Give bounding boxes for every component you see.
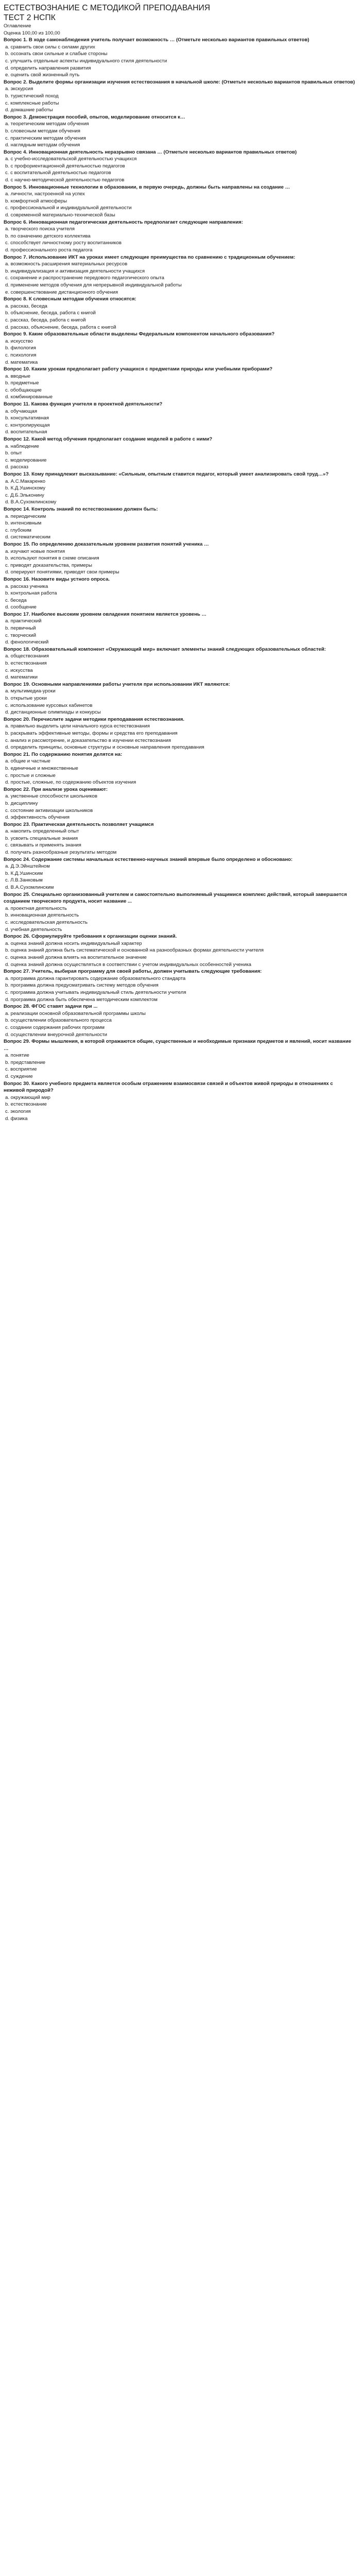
- answer-option: b. инновационная деятельность: [5, 912, 79, 919]
- question-block: [4, 576, 355, 611]
- question-number: Вопрос 22.: [4, 786, 30, 792]
- answer-option: e. совершенствование дистанционного обучения: [5, 289, 118, 295]
- answer-option: b. словесным методам обучения: [5, 128, 80, 134]
- question-wording: Использование ИКТ на уроках имеет следующие преимущества по сравнению с традиционным обучением:: [27, 254, 296, 260]
- question-text: [4, 331, 355, 338]
- answer-option: c. моделирование: [5, 457, 47, 463]
- answer-option: b. оценка знаний должна быть систематической и основанной на разнообразных формах деятельности учителя: [5, 947, 264, 954]
- answer-option: d. современной материально-технической базы: [5, 212, 115, 218]
- answer-option: d. учебная деятельность: [5, 926, 62, 933]
- question-text: [4, 856, 355, 863]
- question-number: Вопрос 12.: [4, 436, 30, 443]
- answer-option: b. единичные и множественные: [5, 765, 78, 771]
- question-number: Вопрос 6.: [4, 219, 28, 225]
- question-wording: Каким урокам предполагает работу учащихся с предметами природы или учебными приборами?: [30, 366, 273, 372]
- question-number: Вопрос 23.: [4, 821, 30, 827]
- question-wording: Содержание системы начальных естественно-научных знаний впервые было определено и обосновано:: [30, 856, 293, 862]
- question-number: Вопрос 19.: [4, 681, 30, 687]
- answer-option: d. наглядным методам обучения: [5, 142, 80, 148]
- question-wording: Какого учебного предмета является особым отражением взаимосвязи связей и объектов живой природы в отношениях с неживой природой?: [4, 1080, 333, 1094]
- answer-option: b. К.Д.Ушинским: [5, 870, 43, 876]
- answer-option: d. фенологический: [5, 639, 49, 646]
- answer-option: c. использование курсовых кабинетов: [5, 702, 93, 708]
- question-wording: Назовите виды устного опроса.: [30, 576, 110, 582]
- answer-option: d. оперируют понятиями, приводят свои примеры: [5, 569, 119, 575]
- question-text: [4, 254, 355, 261]
- answer-option: c. глубоким: [5, 527, 31, 533]
- answer-option: b. комфортной атмосферы: [5, 198, 67, 204]
- question-number: Вопрос 4.: [4, 149, 28, 155]
- question-block: [4, 149, 355, 184]
- answer-option: b. индивидуализация и активизация деятельности учащихся: [5, 268, 145, 274]
- question-block: [4, 471, 355, 506]
- answer-option: а. правильно выделить цели начального курса естествознания: [5, 723, 150, 730]
- answer-option: а. искусство: [5, 338, 33, 344]
- question-number: Вопрос 15.: [4, 541, 30, 547]
- answer-option: c. исследовательская деятельность: [5, 920, 88, 925]
- answer-option: c. восприятие: [5, 1066, 37, 1073]
- question-number: Вопрос 27.: [4, 969, 30, 975]
- question-block: [4, 681, 355, 716]
- question-wording: При анализе урока оценивают:: [30, 786, 108, 792]
- question-block: [4, 541, 355, 576]
- answer-option: b. К.Д.Ушинскому: [5, 485, 46, 492]
- answer-option: b. первичный: [5, 625, 36, 632]
- answer-option: d. комбинированные: [5, 394, 53, 400]
- answer-option: а. возможность расширения материальных ресурсов: [5, 261, 128, 267]
- question-number: Вопрос 21.: [4, 751, 30, 757]
- answer-option: а. А.С.Макаренко: [5, 478, 46, 484]
- answer-option: d. получать разнообразные результаты методом: [5, 850, 117, 856]
- answer-option: c. создании содержания рабочих программ: [5, 1024, 105, 1030]
- question-number: Вопрос 26.: [4, 934, 30, 940]
- answer-option: d. осуществлении внеурочной деятельности: [5, 1031, 108, 1038]
- question-wording: Практическая деятельность позволяет учащимся: [30, 821, 154, 827]
- answer-option: c. состояние активизации школьников: [5, 807, 93, 814]
- answer-option: b. естествознание: [5, 1101, 47, 1108]
- answer-option: b. открытые уроки: [5, 696, 47, 701]
- question-wording: ФГОС ставят задачи при ...: [30, 1004, 98, 1010]
- question-number: Вопрос 8.: [4, 296, 28, 302]
- answer-option: d. эффективность обучения: [5, 815, 70, 821]
- question-block: [4, 37, 355, 79]
- answer-option: а. программа должна гарантировать содержание образовательного стандарта: [5, 975, 186, 981]
- answer-option: d. рассказ, объяснение, беседа, работа с книгой: [5, 324, 116, 330]
- answer-option: d. математики: [5, 674, 38, 681]
- answer-option: c. экология: [5, 1109, 31, 1115]
- answer-option: d. рассказ: [5, 464, 28, 470]
- question-wording: Выделите формы организации изучения естествознания в начальной школе: (Отметьте несколько вариантов правильных ответов): [27, 79, 355, 85]
- answer-option: c. улучшить отдельные аспекты индивидуального стиля деятельности: [5, 58, 167, 64]
- question-block: [4, 184, 355, 219]
- answer-option: а. практический: [5, 618, 42, 624]
- question-block: [4, 506, 355, 541]
- question-number: Вопрос 9.: [4, 331, 28, 337]
- question-block: [4, 1003, 355, 1038]
- question-number: Вопрос 18.: [4, 646, 30, 652]
- answer-option: d. сообщение: [5, 604, 37, 611]
- title-line-2: ТЕСТ 2 НСПК: [4, 13, 56, 22]
- answer-option: d. домашние работы: [5, 107, 53, 113]
- question-text: [4, 436, 355, 443]
- question-text: [4, 296, 355, 303]
- answer-option: b. дисциплину: [5, 800, 38, 806]
- answer-option: b. осуществлении образовательного процесса: [5, 1018, 112, 1024]
- question-number: Вопрос 13.: [4, 471, 30, 477]
- question-text: [4, 1080, 355, 1094]
- answer-option: c. Л.В.Занковым: [5, 877, 43, 884]
- question-wording: Какова функция учителя в проектной деятельности?: [30, 401, 163, 408]
- answer-option: c. приводят доказательства, примеры: [5, 562, 92, 568]
- answer-option: а. теоретическим методам обучения: [5, 121, 89, 127]
- answer-option: а. мультимедиа-уроки: [5, 688, 56, 694]
- question-block: [4, 716, 355, 751]
- question-text: [4, 933, 355, 940]
- question-number: Вопрос 3.: [4, 114, 28, 120]
- answer-option: b. консультативная: [5, 415, 49, 421]
- question-wording: Демонстрация пособий, опытов, моделирование относится к…: [27, 114, 185, 120]
- answer-option: а. понятие: [5, 1053, 29, 1059]
- answer-option: а. с учебно-исследовательской деятельностью учащихся: [5, 156, 137, 162]
- document-title: [4, 3, 355, 23]
- question-text: [4, 891, 355, 905]
- question-wording: Какой метод обучения предполагает создание моделей в работе с ними?: [30, 436, 213, 443]
- answer-option: d. программа должна быть обеспечена методическим комплектом: [5, 996, 158, 1003]
- answer-option: а. вводные: [5, 373, 31, 379]
- question-block: [4, 786, 355, 821]
- answer-option: d. оценка знаний должна осуществляться в соответствии с учетом индивидуальных особенностей ученика: [5, 961, 251, 968]
- score-line: Оценка 100,00 из 100,00: [4, 30, 60, 36]
- question-text: [4, 506, 355, 513]
- answer-option: c. обобщающие: [5, 387, 42, 393]
- question-number: Вопрос 5.: [4, 184, 28, 190]
- answer-option: а. обществознания: [5, 653, 49, 659]
- answer-option: а. окружающий мир: [5, 1094, 50, 1100]
- question-block: [4, 646, 355, 681]
- answer-option: c. с воспитательной деятельностью педагогов: [5, 170, 111, 176]
- answer-option: c. комплексные работы: [5, 100, 59, 106]
- answer-option: d. профессионального роста педагога: [5, 247, 93, 253]
- question-wording: По определению доказательным уровнем развития понятий ученика …: [30, 541, 209, 547]
- question-number: Вопрос 29.: [4, 1039, 30, 1045]
- answer-option: d. В.А.Сухомлинским: [5, 885, 54, 891]
- question-block: [4, 296, 355, 331]
- answer-option: c. программа должна учитывать индивидуальный стиль деятельности учителя: [5, 989, 186, 995]
- answer-option: а. оценка знаний должна носить индивидуальный характер: [5, 940, 142, 946]
- question-text: [4, 821, 355, 828]
- answer-option: d. определить принципы, основные структуры и основные направления преподавания: [5, 744, 204, 751]
- question-text: [4, 79, 355, 86]
- question-text: [4, 37, 355, 44]
- question-text: [4, 149, 355, 156]
- question-block: [4, 611, 355, 646]
- question-text: [4, 114, 355, 121]
- question-number: Вопрос 30.: [4, 1080, 30, 1087]
- question-text: [4, 471, 355, 478]
- answer-option: d. физика: [5, 1115, 28, 1122]
- question-block: [4, 436, 355, 471]
- question-wording: Инновационная деятельность неразрывно связана … (Отметьте несколько вариантов правильных ответов): [27, 149, 297, 155]
- answer-option: а. реализации основной образовательной программы школы: [5, 1010, 146, 1016]
- answer-option: d. дистанционные олимпиады и конкурсы: [5, 709, 101, 716]
- answer-option: c. сохранение и распространение передового педагогического опыта: [5, 275, 164, 281]
- answer-option: b. используют понятия в схеме описания: [5, 555, 99, 562]
- question-text: [4, 786, 355, 793]
- question-block: [4, 1038, 355, 1080]
- title-line-1: ЕСТЕСТВОЗНАНИЕ С МЕТОДИКОЙ ПРЕПОДАВАНИЯ: [4, 4, 211, 12]
- question-number: Вопрос 25.: [4, 891, 30, 897]
- answer-option: b. с профориентационной деятельностью педагогов: [5, 163, 125, 169]
- toc-label: Оглавление: [4, 23, 31, 29]
- answer-option: а. накопить определенный опыт: [5, 828, 79, 835]
- answer-option: d. математика: [5, 359, 38, 365]
- answer-option: а. сравнить свои силы с силами других: [5, 44, 95, 50]
- answer-option: c. рассказ, беседа, работа с книгой: [5, 317, 86, 323]
- question-text: [4, 611, 355, 618]
- question-number: Вопрос 14.: [4, 506, 30, 512]
- answer-option: а. обучающая: [5, 408, 38, 414]
- question-block: [4, 219, 355, 254]
- answer-option: b. представление: [5, 1059, 46, 1065]
- question-block: [4, 401, 355, 436]
- answer-option: d. определить направления развития: [5, 65, 91, 71]
- question-block: [4, 856, 355, 891]
- answer-option: c. искусства: [5, 667, 33, 673]
- question-number: Вопрос 20.: [4, 716, 30, 722]
- question-block: [4, 79, 355, 114]
- answer-option: d. применение методов обучения для непрерывной индивидуальной работы: [5, 282, 182, 288]
- answer-option: c. анализ и рассмотрение, и доказательство в изучении естествознания: [5, 737, 171, 743]
- answer-option: d. систематическим: [5, 534, 50, 540]
- answer-option: b. контрольная работа: [5, 590, 57, 597]
- answer-option: а. периодическим: [5, 513, 46, 519]
- answer-option: а. Д.Э.Эйнштейном: [5, 863, 50, 870]
- answer-option: а. изучают новые понятия: [5, 548, 65, 554]
- question-text: [4, 184, 355, 191]
- question-text: [4, 219, 355, 226]
- question-text: [4, 1038, 355, 1052]
- answer-option: b. усвоить специальные знания: [5, 835, 78, 841]
- question-wording: Учитель, выбирая программу для своей работы, должен учитывать следующие требования:: [30, 969, 262, 975]
- question-wording: Образовательный компонент «Окружающий мир» включает элементы знаний следующих образовательных областей:: [30, 646, 326, 652]
- answer-option: b. филология: [5, 345, 36, 351]
- question-text: [4, 646, 355, 653]
- question-number: Вопрос 11.: [4, 401, 30, 408]
- question-wording: В ходе самонаблюдения учитель получает возможность … (Отметьте несколько вариантов правильных ответов): [27, 37, 310, 43]
- question-text: [4, 1003, 355, 1010]
- answer-option: c. психология: [5, 352, 37, 358]
- answer-option: c. контролирующая: [5, 422, 50, 428]
- question-text: [4, 401, 355, 408]
- question-number: Вопрос 7.: [4, 254, 28, 260]
- question-text: [4, 751, 355, 758]
- answer-option: c. простые и сложные: [5, 772, 56, 778]
- answer-option: d. суждение: [5, 1074, 33, 1080]
- question-wording: Инновационная педагогическая деятельность предполагает следующие направления:: [27, 219, 243, 225]
- question-text: [4, 716, 355, 723]
- question-wording: К словесным методам обучения относятся:: [27, 296, 136, 302]
- question-wording: Сформулируйте требования к организации оценки знаний.: [30, 934, 177, 940]
- answer-option: c. Д.Б.Эльконину: [5, 492, 44, 498]
- question-block: [4, 331, 355, 366]
- answer-option: а. умственные способности школьников: [5, 793, 97, 800]
- answer-option: c. творческий: [5, 632, 37, 638]
- question-wording: Кому принадлежит высказывание: «Сильным, опытным ставится педагог, который умеет анализировать свой труд…»?: [30, 471, 329, 477]
- answer-option: c. способствует личностному росту воспитанников: [5, 240, 122, 246]
- question-number: Вопрос 24.: [4, 856, 30, 862]
- answer-option: b. предметные: [5, 380, 39, 386]
- question-block: [4, 821, 355, 856]
- answer-option: b. туристический поход: [5, 93, 59, 99]
- question-number: Вопрос 17.: [4, 611, 30, 617]
- question-wording: Инновационные технологии в образовании, в первую очередь, должны быть направлены на создание …: [27, 184, 290, 190]
- answer-option: e. оценить свой жизненный путь: [5, 72, 80, 78]
- answer-option: c. практическим методам обучения: [5, 135, 86, 141]
- question-wording: Специально организованный учителем и самостоятельно выполняемый учащимися комплекс действий, который завершается созданием творческого продукта, носит название ...: [4, 891, 347, 905]
- question-text: [4, 541, 355, 548]
- answer-option: c. беседа: [5, 597, 27, 603]
- question-text: [4, 576, 355, 583]
- answer-option: c. связывать и применять знания: [5, 842, 81, 849]
- question-text: [4, 968, 355, 975]
- question-block: [4, 254, 355, 296]
- answer-option: d. простые, сложные, по содержанию объектов изучения: [5, 779, 136, 786]
- answer-option: b. естествознания: [5, 660, 47, 667]
- question-number: Вопрос 16.: [4, 576, 30, 582]
- question-wording: По содержанию понятия делятся на:: [30, 751, 123, 757]
- answer-option: а. рассказ, беседа: [5, 303, 47, 309]
- question-wording: Основными направлениями работы учителя при использовании ИКТ являются:: [30, 681, 230, 687]
- question-wording: Наиболее высоким уровнем овладения понятием является уровень …: [30, 611, 207, 617]
- question-wording: Формы мышления, в которой отражаются общие, существенные и необходимые признаки предметов и явлений, носит название …: [4, 1039, 351, 1052]
- answer-option: а. рассказ ученика: [5, 583, 48, 589]
- questions-list: [4, 37, 355, 1122]
- answer-option: b. объяснение, беседа, работа с книгой: [5, 310, 96, 316]
- question-block: [4, 751, 355, 786]
- answer-option: а. наблюдение: [5, 443, 39, 449]
- question-number: Вопрос 10.: [4, 366, 30, 372]
- answer-option: а. творческого поиска учителя: [5, 226, 75, 232]
- answer-option: b. по означению детского коллектива: [5, 233, 91, 239]
- question-wording: Какие образовательные области выделены Федеральным компонентом начального образования?: [27, 331, 275, 337]
- answer-option: b. осознать свои сильные и слабые стороны: [5, 51, 108, 57]
- question-text: [4, 366, 355, 373]
- question-block: [4, 933, 355, 968]
- answer-option: d. В.А.Сухомлинскому: [5, 499, 57, 505]
- answer-option: d. с научно-методической деятельностью педагогов: [5, 177, 125, 183]
- answer-option: b. программа должна предусматривать систему методов обучения: [5, 982, 159, 989]
- answer-option: b. опыт: [5, 450, 22, 456]
- question-wording: Перечислите задачи методики преподавания естествознания.: [30, 716, 184, 722]
- answer-option: а. экскурсия: [5, 86, 33, 92]
- question-block: [4, 366, 355, 401]
- question-wording: Контроль знаний по естествознанию должен быть:: [30, 506, 158, 512]
- question-number: Вопрос 1.: [4, 37, 28, 43]
- answer-option: а. общие и частные: [5, 758, 50, 765]
- question-block: [4, 114, 355, 149]
- question-number: Вопрос 2.: [4, 79, 28, 85]
- answer-option: c. оценка знаний должна влиять на воспитательное значение: [5, 954, 147, 960]
- question-number: Вопрос 28.: [4, 1004, 30, 1010]
- answer-option: d. воспитательная: [5, 429, 47, 435]
- answer-option: c. профессиональной и индивидуальной деятельности: [5, 205, 132, 211]
- question-text: [4, 681, 355, 688]
- answer-option: а. личности, настроенной на успех: [5, 191, 85, 197]
- question-block: [4, 891, 355, 934]
- question-block: [4, 1080, 355, 1123]
- answer-option: а. проектная деятельность: [5, 905, 67, 911]
- answer-option: b. раскрывать эффективные методы, формы и средства его преподавания: [5, 730, 178, 736]
- question-block: [4, 968, 355, 1003]
- answer-option: b. интенсивным: [5, 520, 42, 527]
